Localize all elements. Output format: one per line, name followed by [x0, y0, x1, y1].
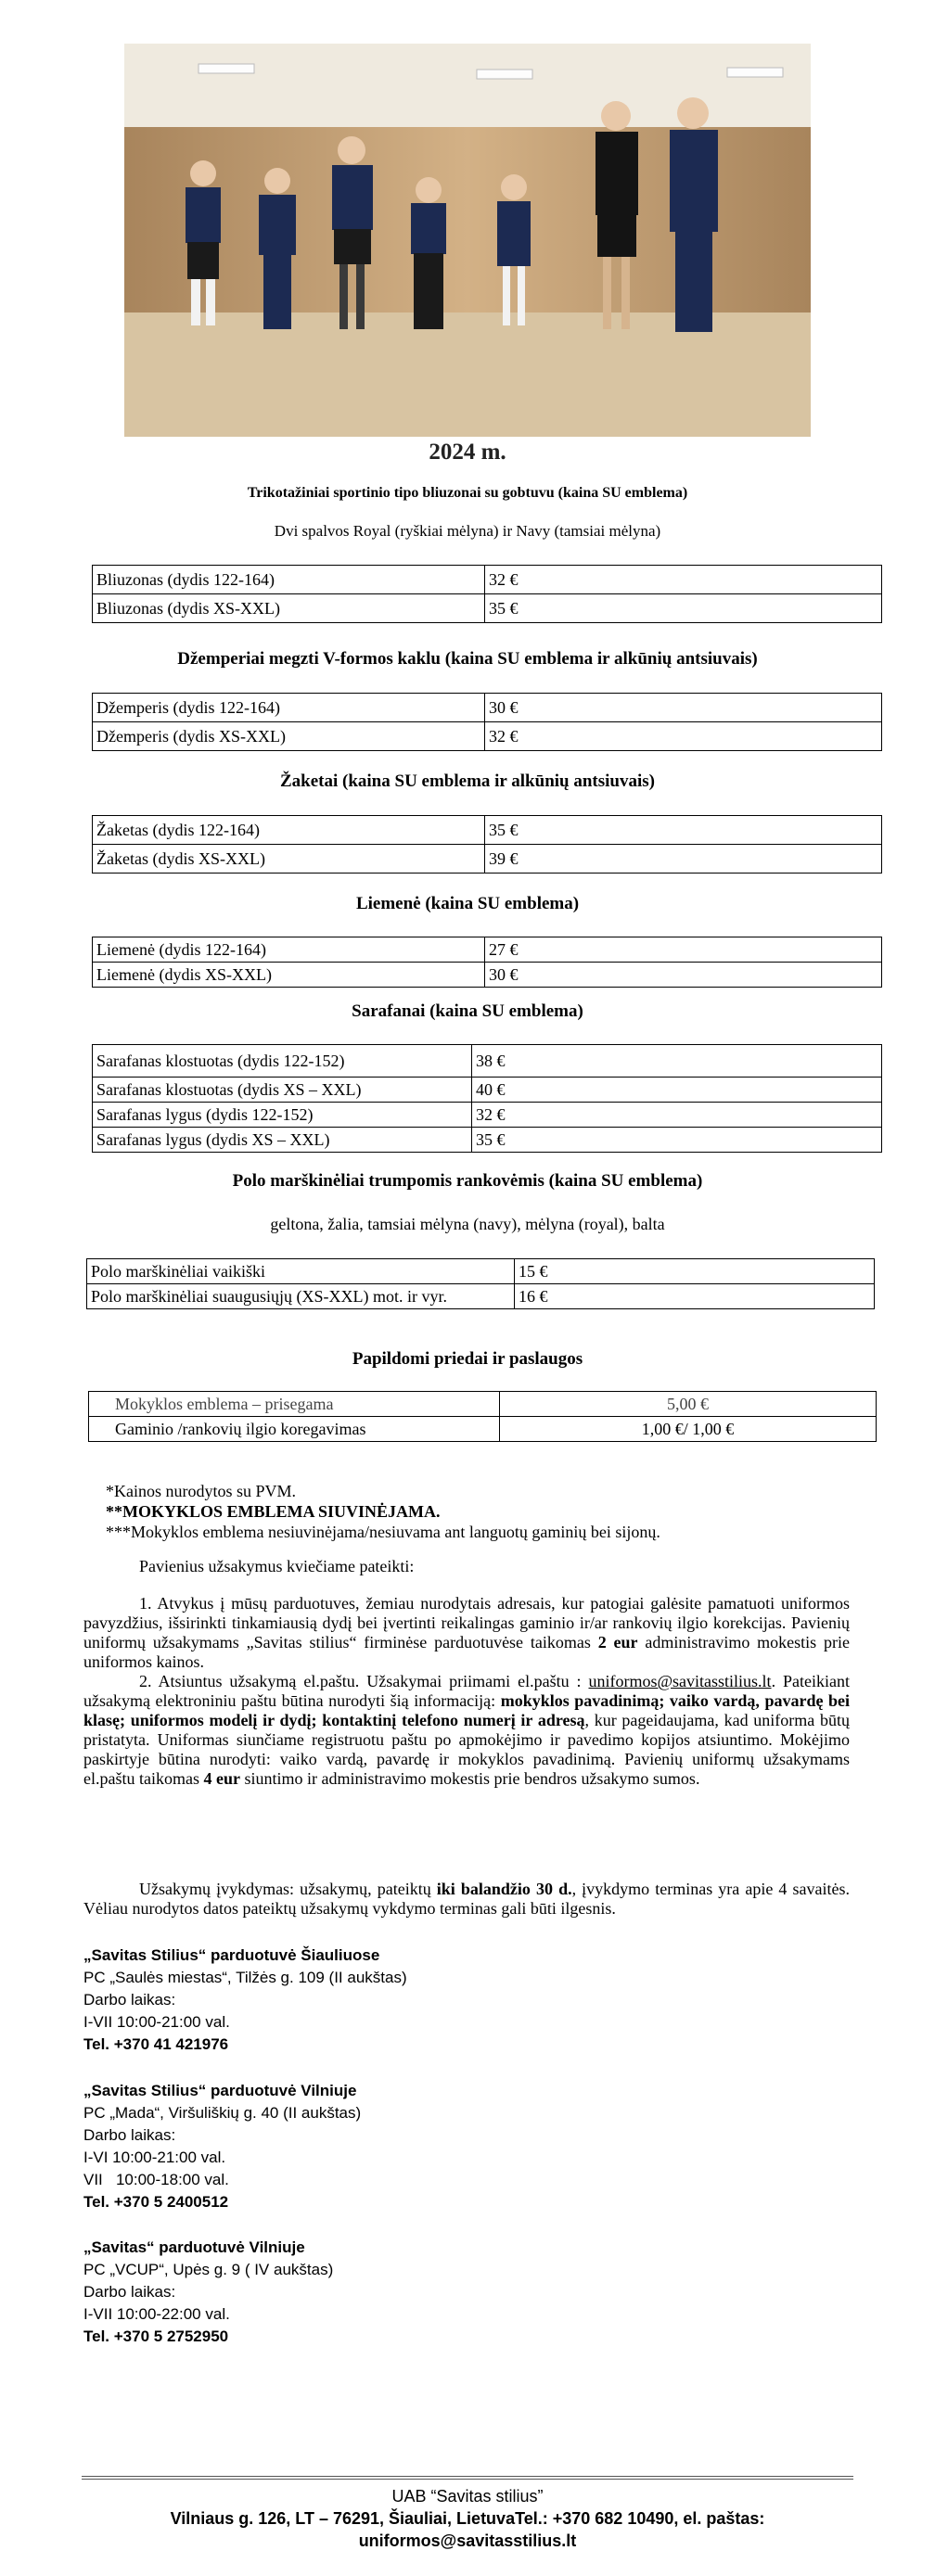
table-row [93, 566, 882, 594]
priedai-title: Papildomi priedai ir paslaugos [352, 1349, 583, 1369]
p3-deadline: iki balandžio 30 d. [436, 1880, 572, 1898]
ordering-intro: Pavienius užsakymus kviečiame pateikti: [139, 1557, 415, 1575]
note-pvm: *Kainos nurodytos su PVM. [106, 1482, 297, 1500]
bliuzonai-title: Trikotažiniai sportinio tipo bliuzonai su gobtuvu (kaina SU emblema) [247, 485, 688, 501]
store-address: PC „Mada“, Viršuliškių g. 40 (II aukštas) [83, 2104, 362, 2122]
zaketai-title: Žaketai (kaina SU emblema ir alkūnių antsiuvais) [279, 772, 655, 791]
footer-divider [82, 2476, 853, 2480]
table-row [93, 937, 882, 963]
sarafanai-price-table [92, 1044, 882, 1153]
p1-fee: 2 eur [597, 1633, 638, 1651]
store-hours-label: Darbo laikas: [83, 2283, 176, 2301]
price-cell: 16 € [515, 1284, 875, 1309]
p2-fee: 4 eur [203, 1769, 240, 1788]
ordering-p1 [83, 1594, 850, 1672]
p3-text-b: , įvykdymo terminas yra apie 4 savaitės. Vėliau nurodytos datos pateiktų užsakymų vykdymo terminas gali būti ilgesnis. [83, 1880, 850, 1918]
price-cell: 15 € [515, 1259, 875, 1284]
footer-email[interactable]: uniformos@savitasstilius.lt [358, 2531, 577, 2550]
item-cell: Gaminio /rankovių ilgio koregavimas [89, 1417, 500, 1442]
price-cell: 32 € [472, 1103, 882, 1128]
price-cell: 35 € [485, 594, 882, 623]
bliuzonai-subtitle: Dvi spalvos Royal (ryškiai mėlyna) ir Navy (tamsiai mėlyna) [274, 522, 661, 540]
item-cell: Sarafanas lygus (dydis 122-152) [93, 1103, 472, 1128]
item-cell: Bliuzonas (dydis 122-164) [93, 566, 485, 594]
item-cell: Džemperis (dydis XS-XXL) [93, 722, 485, 751]
footer [0, 2485, 935, 2552]
table-row [93, 594, 882, 623]
store-hours: I-VII 10:00-22:00 val. [83, 2305, 230, 2323]
table-row [89, 1417, 877, 1442]
store-name: „Savitas Stilius“ parduotuvė Šiauliuose [83, 1946, 380, 1964]
table-row [93, 1103, 882, 1128]
price-cell: 40 € [472, 1078, 882, 1103]
store-phone: Tel. +370 5 2752950 [83, 2327, 229, 2345]
item-cell: Sarafanas lygus (dydis XS – XXL) [93, 1128, 472, 1153]
table-row [87, 1259, 875, 1284]
table-row [93, 963, 882, 988]
note-languotu: ***Mokyklos emblema nesiuvinėjama/nesiuvama ant languotų gaminių bei sijonų. [106, 1523, 660, 1541]
price-cell: 1,00 €/ 1,00 € [500, 1417, 877, 1442]
item-cell: Polo marškinėliai suaugusiųjų (XS-XXL) mot. ir vyr. [87, 1284, 515, 1309]
polo-price-table [86, 1258, 875, 1309]
note-emblema: **MOKYKLOS EMBLEMA SIUVINĖJAMA. [106, 1502, 441, 1521]
table-row [93, 694, 882, 722]
table-row [93, 1128, 882, 1153]
price-cell: 32 € [485, 722, 882, 751]
price-cell: 5,00 € [500, 1392, 877, 1417]
item-cell: Polo marškinėliai vaikiški [87, 1259, 515, 1284]
table-row [87, 1284, 875, 1309]
order-email-link[interactable]: uniformos@savitasstilius.lt [588, 1672, 772, 1690]
item-cell: Mokyklos emblema – prisegama [89, 1392, 500, 1417]
price-cell: 30 € [485, 694, 882, 722]
ordering-p3 [83, 1880, 850, 1919]
uniforms-photo [124, 44, 811, 437]
liemenes-price-table [92, 937, 882, 988]
ordering-paragraphs [83, 1594, 850, 1789]
ordering-terms [83, 1880, 850, 1919]
p2-text-a: 2. Atsiuntus užsakymą el.paštu. Užsakymai priimami el.paštu : [139, 1672, 589, 1690]
item-cell: Liemenė (dydis XS-XXL) [93, 963, 485, 988]
table-row [89, 1392, 877, 1417]
store-phone: Tel. +370 5 2400512 [83, 2193, 229, 2211]
price-cell: 32 € [485, 566, 882, 594]
item-cell: Žaketas (dydis 122-164) [93, 816, 485, 845]
table-row [93, 1078, 882, 1103]
footer-contacts: Tel.: +370 682 10490, el. paštas: [515, 2509, 765, 2528]
liemenes-title: Liemenė (kaina SU emblema) [355, 894, 580, 913]
year-heading: 2024 m. [429, 440, 506, 465]
ordering-p2 [83, 1672, 850, 1789]
price-cell: 38 € [472, 1045, 882, 1078]
price-cell: 35 € [472, 1128, 882, 1153]
item-cell: Džemperis (dydis 122-164) [93, 694, 485, 722]
item-cell: Sarafanas klostuotas (dydis 122-152) [93, 1045, 472, 1078]
table-row [93, 816, 882, 845]
price-cell: 35 € [485, 816, 882, 845]
p1-text-a: 1. Atvykus į mūsų parduotuves, žemiau nurodytais adresais, kur patogiai galėsite pamatuoti uniformos pavyzdžius, išsirinkti tinkamiausią dydį bei įvertinti reikalingas gaminio ir/ar rankovių ilgio korekcijas. Pavienių uniformų užsakymams „Savitas stilius“ firminėse parduotuvėse taikomas [83, 1594, 850, 1651]
p2-text-c: , kur pageidaujama, kad uniforma būtų pristatyta. Uniformas siunčiame registruotu paštu po apmokėjimo ir pavedimo kopijos atsiuntimo. Mokėjimo paskirtyje būtina nurodyti: vaiko vardą, pavardę ir mokyklos pavadinimą. Pavienių uniformų užsakymams el.paštu taikomas [83, 1711, 850, 1788]
bliuzonai-price-table [92, 565, 882, 623]
store-vilnius-vcup [83, 2237, 333, 2348]
store-hours: VII 10:00-18:00 val. [83, 2171, 229, 2188]
store-hours: I-VI 10:00-21:00 val. [83, 2149, 226, 2166]
store-name: „Savitas“ parduotuvė Vilniuje [83, 2238, 305, 2256]
footer-company: UAB “Savitas stilius” [391, 2487, 544, 2506]
polo-subtitle: geltona, žalia, tamsiai mėlyna (navy), mėlyna (royal), balta [270, 1215, 665, 1233]
store-siauliai [83, 1945, 407, 2056]
store-hours: I-VII 10:00-21:00 val. [83, 2013, 230, 2031]
item-cell: Bliuzonas (dydis XS-XXL) [93, 594, 485, 623]
item-cell: Liemenė (dydis 122-164) [93, 937, 485, 963]
store-vilnius-mada [83, 2080, 361, 2213]
p2-text-b: . Pateikiant užsakymą elektroniniu paštu būtina nurodyti šią informaciją: [83, 1672, 850, 1710]
store-name: „Savitas Stilius“ parduotuvė Vilniuje [83, 2082, 357, 2099]
store-address: PC „Saulės miestas“, Tilžės g. 109 (II aukštas) [83, 1969, 407, 1986]
polo-title: Polo marškinėliai trumpomis rankovėmis (kaina SU emblema) [232, 1171, 703, 1191]
notes [106, 1481, 660, 1542]
price-cell: 27 € [485, 937, 882, 963]
p2-text-d: siuntimo ir administravimo mokestis prie bendros užsakymo sumos. [239, 1769, 700, 1788]
price-cell: 39 € [485, 845, 882, 874]
table-row [93, 722, 882, 751]
store-address: PC „VCUP“, Upės g. 9 ( IV aukštas) [83, 2261, 334, 2278]
sarafanai-title: Sarafanai (kaina SU emblema) [352, 1001, 583, 1021]
table-row [93, 1045, 882, 1078]
store-phone: Tel. +370 41 421976 [83, 2035, 229, 2053]
price-cell: 30 € [485, 963, 882, 988]
dzemperiai-title: Džemperiai megzti V-formos kaklu (kaina SU emblema ir alkūnių antsiuvais) [177, 649, 758, 669]
item-cell: Sarafanas klostuotas (dydis XS – XXL) [93, 1078, 472, 1103]
footer-address: Vilniaus g. 126, LT – 76291, Šiauliai, Lietuva [170, 2509, 516, 2528]
footer-contact-line [0, 2507, 935, 2530]
p1-text-b: administravimo mokestis prie uniformos kainos. [83, 1633, 850, 1671]
p3-text-a: Užsakymų įvykdymas: užsakymų, pateiktų [139, 1880, 437, 1898]
zaketai-price-table [92, 815, 882, 874]
p2-required-info: mokyklos pavadinimą; vaiko vardą, pavardę bei klasę; uniformos modelį ir dydį; kontaktinį telefono numerį ir adresą [83, 1691, 851, 1729]
item-cell: Žaketas (dydis XS-XXL) [93, 845, 485, 874]
table-row [93, 845, 882, 874]
store-hours-label: Darbo laikas: [83, 2126, 176, 2144]
dzemperiai-price-table [92, 693, 882, 751]
priedai-price-table [88, 1391, 877, 1442]
store-hours-label: Darbo laikas: [83, 1991, 176, 2009]
